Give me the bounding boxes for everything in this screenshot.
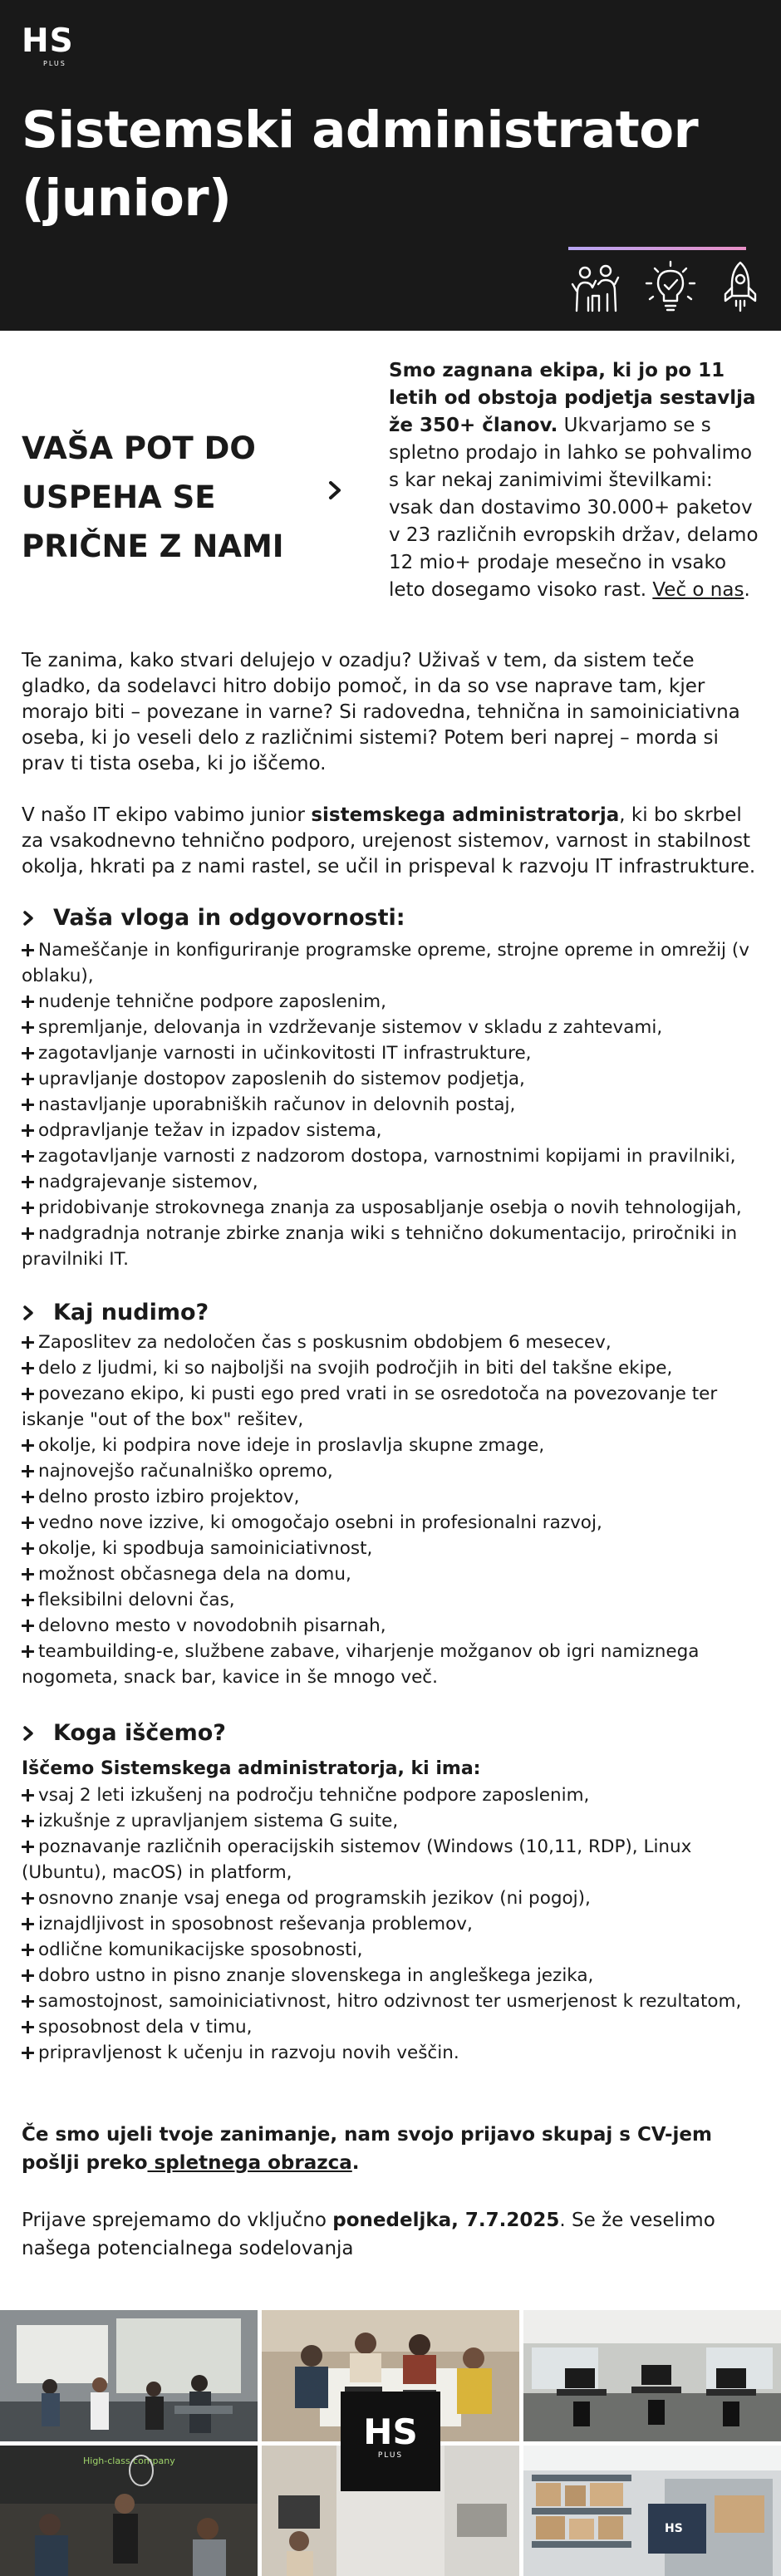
center-logo-text: HS: [363, 2411, 418, 2452]
list-item: [22, 1808, 769, 1834]
chevron-right-icon: [22, 1725, 35, 1742]
list-item: [22, 1143, 769, 1169]
wall-text: High-class company: [83, 2456, 175, 2466]
list-item-text: odlične komunikacijske sposobnosti,: [38, 1939, 363, 1960]
list-item-text: fleksibilni delovni čas,: [38, 1590, 235, 1610]
list-item-text: delno prosto izbiro projektov,: [38, 1487, 300, 1507]
body-paragraph-2-start: V našo IT ekipo vabimo junior: [22, 804, 312, 826]
list-item-text: izkušnje z upravljanjem sistema G suite,: [38, 1811, 399, 1831]
list-item-text: nadgradnja notranje zbirke znanja wiki s tehnično dokumentacijo, priročniki in pravilniki IT.: [22, 1223, 738, 1270]
intro-text-rest: Ukvarjamo se s spletno prodajo in lahko se pohvalimo s kar nekaj zanimivimi številkami: vsak dan dostavimo 30.000+ paketov v 23 različnih evropskih držav, delamo 12 mio+ prodaje mesečno in vsako leto dosegamo visoko rast.: [389, 415, 759, 601]
plus-icon: [22, 2021, 34, 2033]
logo-text: HS: [22, 22, 74, 60]
plus-icon: [22, 1176, 34, 1188]
about-us-link[interactable]: Več o nas: [652, 579, 744, 601]
list-item: [22, 1782, 769, 1808]
list-item-text: Nameščanje in konfiguriranje programske opreme, strojne opreme in omrežij (v oblaku),: [22, 940, 749, 986]
lightbulb-check-icon: [643, 259, 698, 314]
plus-icon: [22, 1388, 34, 1400]
hs-plus-logo[interactable]: [22, 22, 88, 67]
center-logo-subtext: PLUS: [377, 2451, 404, 2460]
chevron-right-icon: [327, 479, 345, 502]
intro-text-end: .: [744, 579, 750, 601]
plus-icon: [22, 995, 34, 1008]
list-item: [22, 1330, 769, 1355]
list-item-text: sposobnost dela v timu,: [38, 2017, 253, 2038]
page-title: Sistemski administrator (junior): [22, 101, 699, 228]
plus-icon: [22, 1047, 34, 1059]
list-item: [22, 2040, 769, 2066]
chevron-right-icon: [22, 910, 35, 927]
list-item-text: upravljanje dostopov zaposlenih do sistemov podjetja,: [38, 1069, 525, 1089]
list-item-text: pridobivanje strokovnega znanja za usposabljanje osebja o novih tehnologijah,: [38, 1197, 742, 1218]
list-item-text: dobro ustno in pisno znanje slovenskega in angleškega jezika,: [38, 1965, 594, 1986]
center-logo: [341, 2392, 440, 2491]
apply-cta-text: Če smo ujeli tvoje zanimanje, nam svojo prijavo skupaj s CV-jem pošlji preko: [22, 2124, 712, 2174]
list-item-text: najnovejšo računalniško opremo,: [38, 1461, 333, 1482]
list-item-text: vsaj 2 leti izkušenj na področju tehnične podpore zaposlenim,: [38, 1785, 590, 1806]
list-item-text: vedno nove izzive, ki omogočajo osebni in profesionalni razvoj,: [38, 1512, 602, 1533]
list-item-text: možnost občasnega dela na domu,: [38, 1564, 351, 1585]
box-label: HS: [665, 2522, 683, 2535]
list-item-text: odpravljanje težav in izpadov sistema,: [38, 1120, 382, 1141]
intro-heading: VAŠA POT DO USPEHA SE PRIČNE Z NAMI: [22, 430, 284, 564]
list-item-text: iznajdljivost in sposobnost reševanja problemov,: [38, 1914, 473, 1934]
plus-icon: [22, 1944, 34, 1956]
plus-icon: [22, 1841, 34, 1853]
team-icon: [568, 259, 623, 314]
list-item: [22, 1458, 769, 1484]
list-item: [22, 1834, 769, 1885]
list-item: [22, 1169, 769, 1195]
list-item: [22, 1587, 769, 1613]
plus-icon: [22, 1594, 34, 1606]
body-paragraph-2-end: , ki bo skrbel za vsakodnevno tehnično podporo, urejenost sistemov, varnost in stabilnost okolja, hkrati pa z nami rastel, se učil in prispeval k razvoju IT infrastrukture.: [22, 804, 756, 878]
intro-text: [389, 357, 761, 604]
role-section-label: Vaša vloga in odgovornosti:: [53, 905, 405, 931]
plus-icon: [22, 1227, 34, 1240]
list-item-text: delo z ljudmi, ki so najboljši na svojih področjih in biti del takšne ekipe,: [38, 1358, 673, 1379]
body-paragraph-2-bold: sistemskega administratorja: [311, 804, 620, 826]
apply-cta-end: .: [351, 2152, 360, 2174]
plus-icon: [22, 944, 34, 956]
list-item-text: nadgrajevanje sistemov,: [38, 1172, 258, 1192]
list-item: [22, 1963, 769, 1989]
list-item-text: samostojnost, samoiniciativnost, hitro odzivnost ter usmerjenost k rezultatom,: [38, 1991, 742, 2012]
list-item-text: poznavanje različnih operacijskih sistemov (Windows (10,11, RDP), Linux (Ubuntu), macOS) in platform,: [22, 1836, 692, 1883]
logo-subtext: PLUS: [43, 60, 66, 67]
seek-list: [22, 1782, 769, 2066]
deadline-date: ponedeljka, 7.7.2025: [332, 2210, 560, 2231]
body-paragraph-1: Te zanima, kako stvari delujejo v ozadju? Uživaš v tem, da sistem teče gladko, da sodelavci hitro dobijo pomoč, in da so vse naprave tam, kjer morajo biti – povezane in varne? Si radovedna, tehnična in samoiniciativna oseba, ki jo veseli delo z različnimi sistemi? Potem beri naprej – morda si prav ti tista oseba, ki jo iščemo.: [22, 650, 740, 774]
hero-header: [0, 0, 781, 331]
role-section-title: [22, 903, 405, 933]
list-item: [22, 1040, 769, 1066]
list-item: [22, 1221, 769, 1272]
plus-icon: [22, 1542, 34, 1555]
list-item-text: okolje, ki podpira nove ideje in proslavlja skupne zmage,: [38, 1435, 545, 1456]
offer-section-title: [22, 1298, 209, 1328]
plus-icon: [22, 1099, 34, 1111]
warehouse-photo: [523, 2446, 781, 2576]
list-item: [22, 1989, 769, 2014]
seek-section-title: [22, 1718, 226, 1748]
office-photo-presentation: [0, 2446, 258, 2576]
list-item: [22, 1885, 769, 1911]
list-item: [22, 1639, 769, 1690]
list-item-text: okolje, ki spodbuja samoiniciativnost,: [38, 1538, 373, 1559]
list-item: [22, 1433, 769, 1458]
plus-icon: [22, 1465, 34, 1477]
list-item-text: osnovno znanje vsaj enega od programskih jezikov (ni pogoj),: [38, 1888, 591, 1909]
list-item-text: Zaposlitev za nedoločen čas s poskusnim obdobjem 6 mesecev,: [38, 1332, 612, 1353]
rocket-icon: [713, 259, 768, 314]
list-item-text: pripravljenost k učenju in razvoju novih veščin.: [38, 2043, 459, 2063]
plus-icon: [22, 1517, 34, 1529]
offer-section-label: Kaj nudimo?: [53, 1300, 209, 1325]
list-item: [22, 1911, 769, 1937]
plus-icon: [22, 1150, 34, 1163]
plus-icon: [22, 1918, 34, 1930]
intro-text-bold: Smo zagnana ekipa, ki jo po 11 letih od obstoja podjetja sestavlja že 350+ članov.: [389, 360, 756, 436]
list-item-text: nastavljanje uporabniških računov in delovnih postaj,: [38, 1094, 516, 1115]
list-item: [22, 989, 769, 1015]
list-item-text: povezano ekipo, ki pusti ego pred vrati in se osredotoča na povezovanje ter iskanje "out of the box" rešitev,: [22, 1384, 718, 1430]
list-item: [22, 1092, 769, 1118]
plus-icon: [22, 1815, 34, 1827]
plus-icon: [22, 1789, 34, 1802]
list-item: [22, 1937, 769, 1963]
plus-icon: [22, 1568, 34, 1581]
list-item: [22, 1484, 769, 1510]
list-item: [22, 1561, 769, 1587]
list-item: [22, 1015, 769, 1040]
plus-icon: [22, 1336, 34, 1349]
deadline-text: [22, 2206, 761, 2263]
plus-icon: [22, 1439, 34, 1452]
list-item-text: nudenje tehnične podpore zaposlenim,: [38, 991, 386, 1012]
plus-icon: [22, 1021, 34, 1034]
plus-icon: [22, 1995, 34, 2008]
list-item-text: zagotavljanje varnosti in učinkovitosti IT infrastrukture,: [38, 1043, 532, 1064]
role-list: [22, 937, 769, 1272]
list-item: [22, 1510, 769, 1536]
list-item: [22, 1066, 769, 1092]
list-item: [22, 1613, 769, 1639]
list-item-text: teambuilding-e, službene zabave, viharjenje možganov ob igri namiznega nogometa, snack bar, kavice in še mnogo več.: [22, 1641, 700, 1688]
office-photo-meeting: [0, 2310, 258, 2441]
plus-icon: [22, 1202, 34, 1214]
deadline-end: . Se že veselimo našega potencialnega sodelovanja: [22, 2210, 715, 2259]
list-item: [22, 1381, 769, 1433]
offer-list: [22, 1330, 769, 1690]
plus-icon: [22, 1491, 34, 1503]
list-item-text: zagotavljanje varnosti z nadzorom dostopa, varnostnimi kopijami in pravilniki,: [38, 1146, 736, 1167]
accent-bar: [568, 247, 746, 250]
plus-icon: [22, 1124, 34, 1137]
apply-cta: [22, 2121, 761, 2177]
list-item-text: spremljanje, delovanja in vzdrževanje sistemov v skladu z zahtevami,: [38, 1017, 663, 1038]
list-item: [22, 1118, 769, 1143]
plus-icon: [22, 1073, 34, 1085]
plus-icon: [22, 1362, 34, 1374]
list-item: [22, 1536, 769, 1561]
list-item-text: delovno mesto v novodobnih pisarnah,: [38, 1615, 386, 1636]
office-photo-open-space: [523, 2310, 781, 2441]
plus-icon: [22, 1620, 34, 1632]
deadline-start: Prijave sprejemamo do vključno: [22, 2210, 333, 2231]
list-item: [22, 937, 769, 989]
chevron-right-icon: [22, 1305, 35, 1321]
body-paragraph-2: [22, 803, 763, 880]
list-item: [22, 2014, 769, 2040]
plus-icon: [22, 1969, 34, 1982]
plus-icon: [22, 1645, 34, 1658]
list-item: [22, 1355, 769, 1381]
seek-section-label: Koga iščemo?: [53, 1720, 226, 1746]
plus-icon: [22, 1892, 34, 1905]
application-form-link[interactable]: spletnega obrazca: [147, 2152, 352, 2174]
list-item: [22, 1195, 769, 1221]
seek-subhead: Iščemo Sistemskega administratorja, ki ima:: [22, 1758, 481, 1779]
plus-icon: [22, 2047, 34, 2059]
